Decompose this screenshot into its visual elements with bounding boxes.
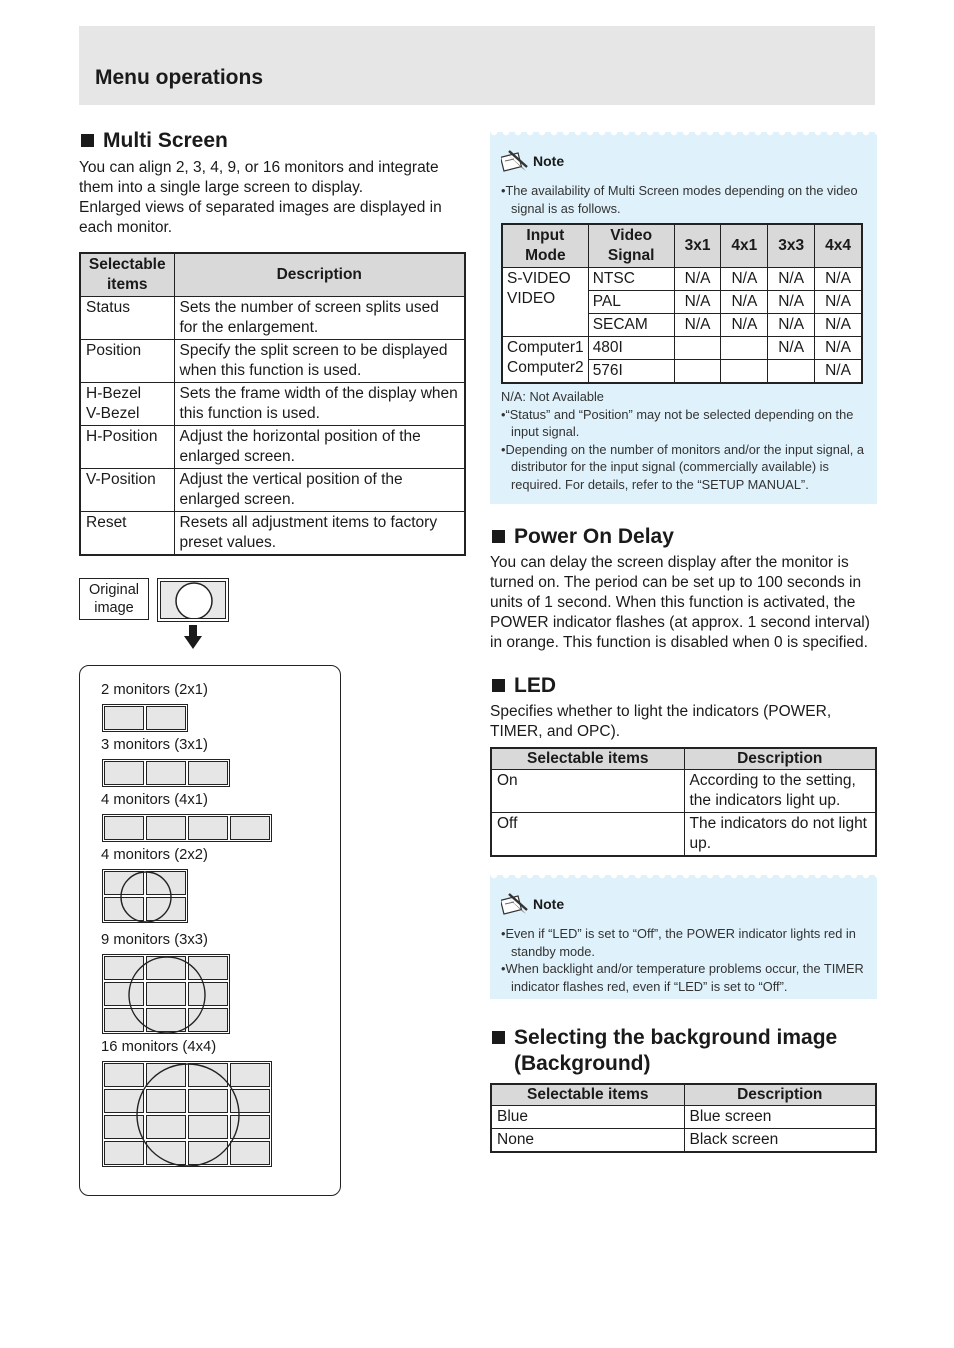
item-cell: H-Position xyxy=(80,426,174,469)
table-row xyxy=(502,268,862,291)
monitor-layout-grid xyxy=(102,704,188,732)
led-heading: LED xyxy=(490,673,877,699)
monitor-layout-grid xyxy=(102,1061,272,1167)
description-cell: Black screen xyxy=(684,1129,876,1153)
availability-cell xyxy=(674,337,721,360)
description-cell: Resets all adjustment items to factory preset values. xyxy=(174,512,465,556)
note-heading: Note xyxy=(501,891,866,917)
header-cell: 4x4 xyxy=(815,224,862,268)
availability-cell: N/A xyxy=(721,291,768,314)
description-cell: Blue screen xyxy=(684,1106,876,1129)
header-cell: Video Signal xyxy=(588,224,674,268)
header-cell: 3x3 xyxy=(768,224,815,268)
availability-cell: N/A xyxy=(674,314,721,337)
monitor-cell xyxy=(188,816,228,840)
availability-cell: N/A xyxy=(815,337,862,360)
video-signal-cell: PAL xyxy=(588,291,674,314)
availability-cell: N/A xyxy=(815,314,862,337)
monitor-layout-label: 3 monitors (3x1) xyxy=(101,737,208,753)
item-cell: Status xyxy=(80,297,174,340)
video-signal-cell: 576I xyxy=(588,360,674,384)
description-cell: According to the setting, the indicators light up. xyxy=(684,770,876,813)
square-bullet-icon xyxy=(81,134,94,147)
multi-screen-table xyxy=(79,252,466,556)
video-signal-cell: SECAM xyxy=(588,314,674,337)
left-column xyxy=(79,128,466,556)
table-header-row xyxy=(491,1084,876,1106)
table-header-row xyxy=(80,253,465,297)
note-heading: Note xyxy=(501,148,866,174)
table-row xyxy=(491,1106,876,1129)
table-row xyxy=(80,340,465,383)
led-table xyxy=(490,747,877,857)
availability-cell: N/A xyxy=(815,268,862,291)
original-image-frame xyxy=(157,578,229,622)
monitor-layout-label: 2 monitors (2x1) xyxy=(101,682,208,698)
availability-cell: N/A xyxy=(768,268,815,291)
signal-availability-table xyxy=(501,223,863,384)
multi-screen-heading: Multi Screen xyxy=(79,128,466,154)
monitor-layout-label: 4 monitors (4x1) xyxy=(101,792,208,808)
description-cell: Sets the frame width of the display when this function is used. xyxy=(174,383,465,426)
availability-cell: N/A xyxy=(721,268,768,291)
header-cell: 3x1 xyxy=(674,224,721,268)
description-cell: The indicators do not light up. xyxy=(684,813,876,857)
square-bullet-icon xyxy=(492,679,505,692)
availability-cell: N/A xyxy=(674,291,721,314)
table-header-row xyxy=(502,224,862,268)
description-cell: Adjust the vertical position of the enlarged screen. xyxy=(174,469,465,512)
pencil-note-icon xyxy=(501,891,531,917)
pencil-note-icon xyxy=(501,148,531,174)
table-row xyxy=(80,469,465,512)
square-bullet-icon xyxy=(492,1031,505,1044)
monitor-layout-label: 4 monitors (2x2) xyxy=(101,847,208,863)
item-cell: Off xyxy=(491,813,684,857)
header-cell: Description xyxy=(684,748,876,770)
square-bullet-icon xyxy=(492,530,505,543)
monitor-layout-grid xyxy=(102,759,230,787)
circle-image-icon xyxy=(161,582,226,619)
monitor-cell xyxy=(146,706,186,730)
item-cell: V-Position xyxy=(80,469,174,512)
availability-cell xyxy=(674,360,721,384)
table-row xyxy=(502,337,862,360)
item-cell: On xyxy=(491,770,684,813)
header-cell: Selectable items xyxy=(80,253,174,297)
background-heading: Selecting the background image (Background) xyxy=(490,1025,877,1077)
table-row xyxy=(80,383,465,426)
note-bullet: • Depending on the number of monitors and/or the input signal, a distributor for the input signal (commercially available) is required. For details, refer to the “SETUP MANUAL”. xyxy=(501,441,866,494)
note-bullet: • “Status” and “Position” may not be selected depending on the input signal. xyxy=(501,406,866,441)
monitor-layout-grid xyxy=(102,954,230,1034)
note-bullet: • The availability of Multi Screen modes depending on the video signal is as follows. xyxy=(501,182,866,217)
item-cell: Position xyxy=(80,340,174,383)
table-header-row xyxy=(491,748,876,770)
note-bullet: • Even if “LED” is set to “Off”, the POWER indicator lights red in standby mode. xyxy=(501,925,866,960)
table-row xyxy=(491,813,876,857)
availability-cell: N/A xyxy=(721,314,768,337)
availability-cell: N/A xyxy=(768,314,815,337)
table-row xyxy=(80,297,465,340)
monitor-layout-label: 16 monitors (4x4) xyxy=(101,1039,217,1055)
availability-cell: N/A xyxy=(768,291,815,314)
description-cell: Specify the split screen to be displayed when this function is used. xyxy=(174,340,465,383)
table-row xyxy=(491,1129,876,1153)
item-cell: Reset xyxy=(80,512,174,556)
input-mode-cell: Computer1 Computer2 xyxy=(502,337,588,384)
enlarged-circle-icon xyxy=(103,955,231,1035)
right-column xyxy=(490,132,877,1153)
monitor-cell xyxy=(188,761,228,785)
header-cell: Description xyxy=(684,1084,876,1106)
table-row xyxy=(491,770,876,813)
enlarged-circle-icon xyxy=(103,1062,273,1168)
availability-cell xyxy=(768,360,815,384)
availability-cell xyxy=(721,360,768,384)
note-box-signal xyxy=(490,132,877,504)
power-on-delay-text: You can delay the screen display after the monitor is turned on. The period can be set up to 100 seconds in units of 1 second. When this function is activated, the POWER indicator flashes (at approx. 1 second interval) in orange. This function is disabled when 0 is specified. xyxy=(490,554,870,651)
monitor-layout-grid xyxy=(102,869,188,923)
led-text: Specifies whether to light the indicators (POWER, TIMER, and OPC). xyxy=(490,703,832,740)
table-row xyxy=(80,512,465,556)
na-legend: N/A: Not Available xyxy=(501,389,604,404)
page-title: Menu operations xyxy=(95,66,264,89)
monitor-cell xyxy=(104,706,144,730)
description-cell: Adjust the horizontal position of the enlarged screen. xyxy=(174,426,465,469)
monitor-layout-grid xyxy=(102,814,272,842)
header-cell: Selectable items xyxy=(491,748,684,770)
monitor-cell xyxy=(230,816,270,840)
multi-screen-intro2: Enlarged views of separated images are displayed in each monitor. xyxy=(79,199,442,236)
monitor-layouts-box xyxy=(79,665,341,1196)
video-signal-cell: NTSC xyxy=(588,268,674,291)
multi-screen-intro: You can align 2, 3, 4, 9, or 16 monitors and integrate them into a single large screen to display. xyxy=(79,159,439,196)
monitor-layout-label: 9 monitors (3x3) xyxy=(101,932,208,948)
availability-cell: N/A xyxy=(815,360,862,384)
monitor-cell xyxy=(104,761,144,785)
background-table xyxy=(490,1083,877,1153)
monitor-cell xyxy=(146,761,186,785)
monitor-cell xyxy=(104,816,144,840)
availability-cell: N/A xyxy=(768,337,815,360)
description-cell: Sets the number of screen splits used for the enlargement. xyxy=(174,297,465,340)
availability-cell: N/A xyxy=(815,291,862,314)
header-bar xyxy=(79,26,875,105)
video-signal-cell: 480I xyxy=(588,337,674,360)
table-row xyxy=(80,426,465,469)
down-arrow-icon xyxy=(184,625,202,649)
note-bullet: • When backlight and/or temperature problems occur, the TIMER indicator flashes red, even if “LED” is set to “Off”. xyxy=(501,960,866,995)
item-cell: None xyxy=(491,1129,684,1153)
enlarged-circle-icon xyxy=(103,870,189,924)
availability-cell: N/A xyxy=(674,268,721,291)
header-cell: 4x1 xyxy=(721,224,768,268)
item-cell: H-Bezel V-Bezel xyxy=(80,383,174,426)
header-cell: Description xyxy=(174,253,465,297)
input-mode-cell: S-VIDEO VIDEO xyxy=(502,268,588,337)
item-cell: Blue xyxy=(491,1106,684,1129)
header-cell: Selectable items xyxy=(491,1084,684,1106)
monitor-cell xyxy=(146,816,186,840)
original-image-label: Original image xyxy=(79,578,149,620)
availability-cell xyxy=(721,337,768,360)
power-on-delay-heading: Power On Delay xyxy=(490,524,877,550)
header-cell: Input Mode xyxy=(502,224,588,268)
note-box-led xyxy=(490,875,877,999)
